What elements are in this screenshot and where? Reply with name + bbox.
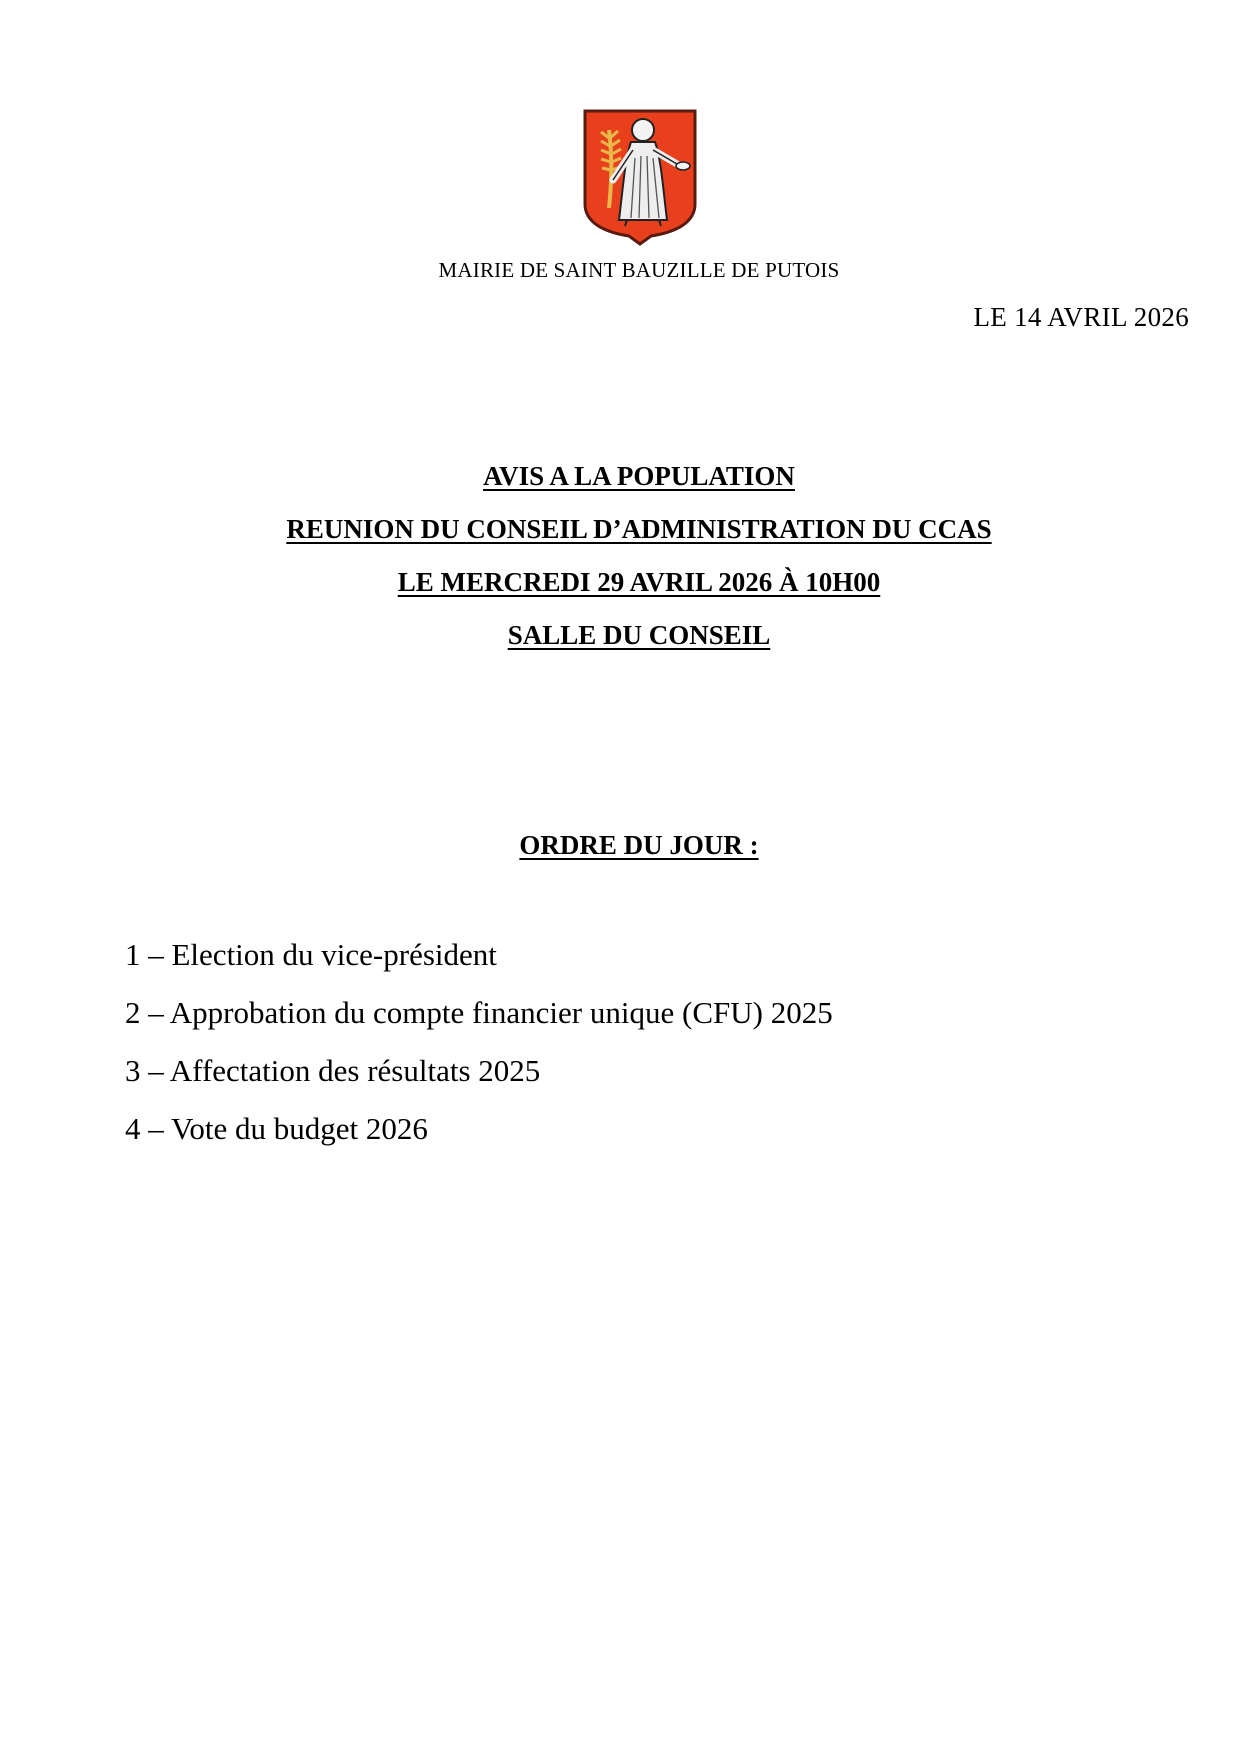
agenda-item: 3 – Affectation des résultats 2025 <box>125 1053 541 1088</box>
agenda-item: 2 – Approbation du compte financier unique (CFU) 2025 <box>125 995 833 1030</box>
meeting-datetime: LE MERCREDI 29 AVRIL 2026 À 10H00 <box>397 567 881 597</box>
agenda-item: 4 – Vote du budget 2026 <box>125 1111 428 1146</box>
meeting-location: SALLE DU CONSEIL <box>507 620 771 650</box>
coat-of-arms-icon <box>581 108 699 246</box>
agenda-title: ORDRE DU JOUR : <box>519 830 759 860</box>
meeting-name: REUNION DU CONSEIL D’ADMINISTRATION DU CCAS <box>286 514 992 544</box>
document-date: LE 14 AVRIL 2026 <box>973 302 1189 332</box>
mairie-name: MAIRIE DE SAINT BAUZILLE DE PUTOIS <box>438 258 840 282</box>
agenda-item: 1 – Election du vice-président <box>125 937 497 972</box>
notice-title: AVIS A LA POPULATION <box>483 461 795 491</box>
